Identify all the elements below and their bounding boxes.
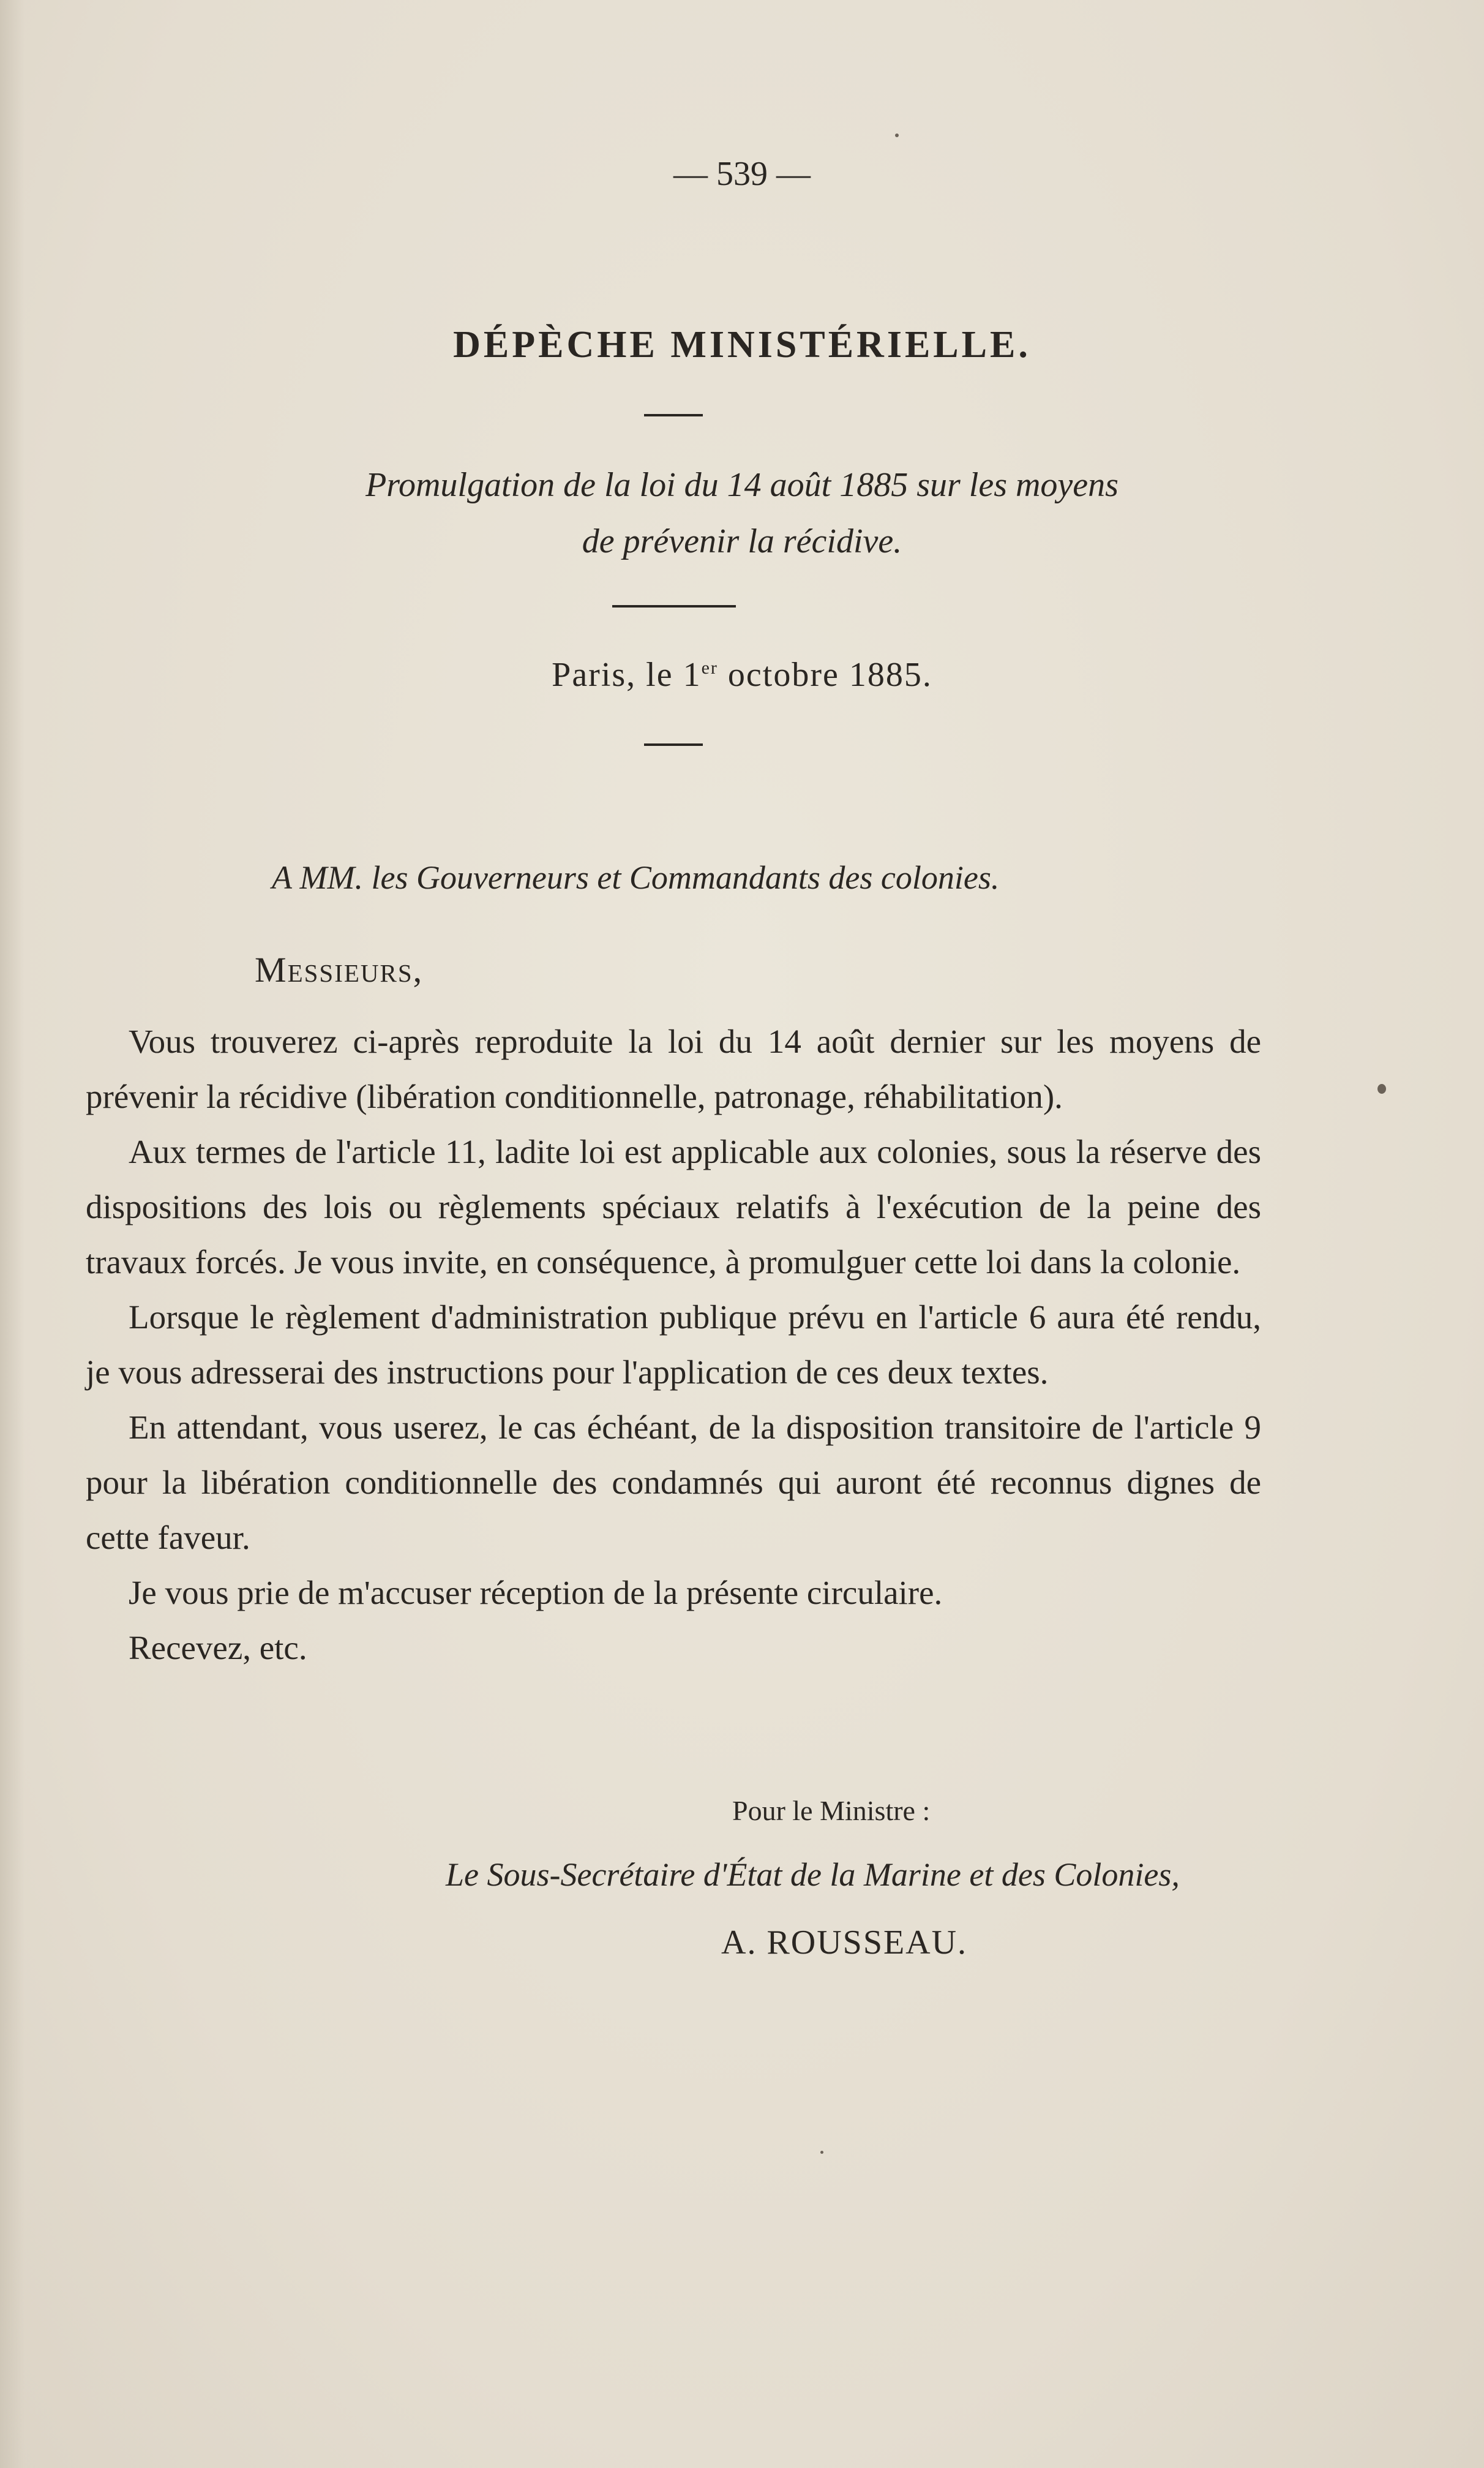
paper-speck (1377, 1084, 1386, 1094)
paragraph: Vous trouverez ci-après reproduite la loi du 14 août dernier sur les moyens de prévenir la récidive (libération conditionnelle, patronage, réhabilitation). (86, 1023, 1261, 1115)
paragraph: Recevez, etc. (129, 1629, 307, 1666)
salutation: Messieurs, (255, 950, 424, 990)
signature-pour: Pour le Ministre : (732, 1795, 931, 1826)
paper-speck (820, 2151, 823, 2154)
dateline (0, 655, 1484, 694)
dateline-month-year: octobre 1885. (718, 656, 932, 694)
dateline-place-day: Paris, le 1 (552, 656, 702, 694)
signer-title: Le Sous-Secrétaire d'État de la Marine et des Colonies, (446, 1856, 1180, 1893)
page-edge-shadow (0, 0, 24, 2468)
paragraph: Je vous prie de m'accuser réception de la présente circulaire. (129, 1574, 943, 1611)
divider-rule (644, 414, 703, 416)
paragraph: En attendant, vous userez, le cas échéant, de la disposition transitoire de l'article 9 pour la libération conditionnelle des condamnés qui auront été reconnus dignes de cette faveur. (86, 1409, 1261, 1556)
paragraph: Lorsque le règlement d'administration publique prévu en l'article 6 aura été rendu, je vous adresserai des instructions pour l'application de ces deux textes. (86, 1298, 1261, 1391)
paper-speck (895, 134, 899, 137)
paragraph: Aux termes de l'article 11, ladite loi est applicable aux colonies, sous la réserve des dispositions des lois ou règlements spéciaux relatifs à l'exécution de la peine des travaux forcés. Je vous invite, en conséquence, à promulguer cette loi dans la colonie. (86, 1133, 1261, 1281)
signer-name: A. ROUSSEAU. (721, 1924, 968, 1962)
subtitle-line-1: Promulgation de la loi du 14 août 1885 sur les moyens (365, 466, 1119, 504)
dateline-ordinal: er (701, 658, 718, 678)
page-number: — 539 — (673, 155, 811, 193)
subtitle-line-2: de prévenir la récidive. (582, 522, 902, 560)
addressee: A MM. les Gouverneurs et Commandants des colonies. (272, 859, 1000, 896)
divider-rule (644, 743, 703, 746)
letter-body (86, 1014, 1261, 1676)
document-title: DÉPÈCHE MINISTÉRIELLE. (453, 324, 1031, 366)
divider-rule (612, 605, 736, 608)
